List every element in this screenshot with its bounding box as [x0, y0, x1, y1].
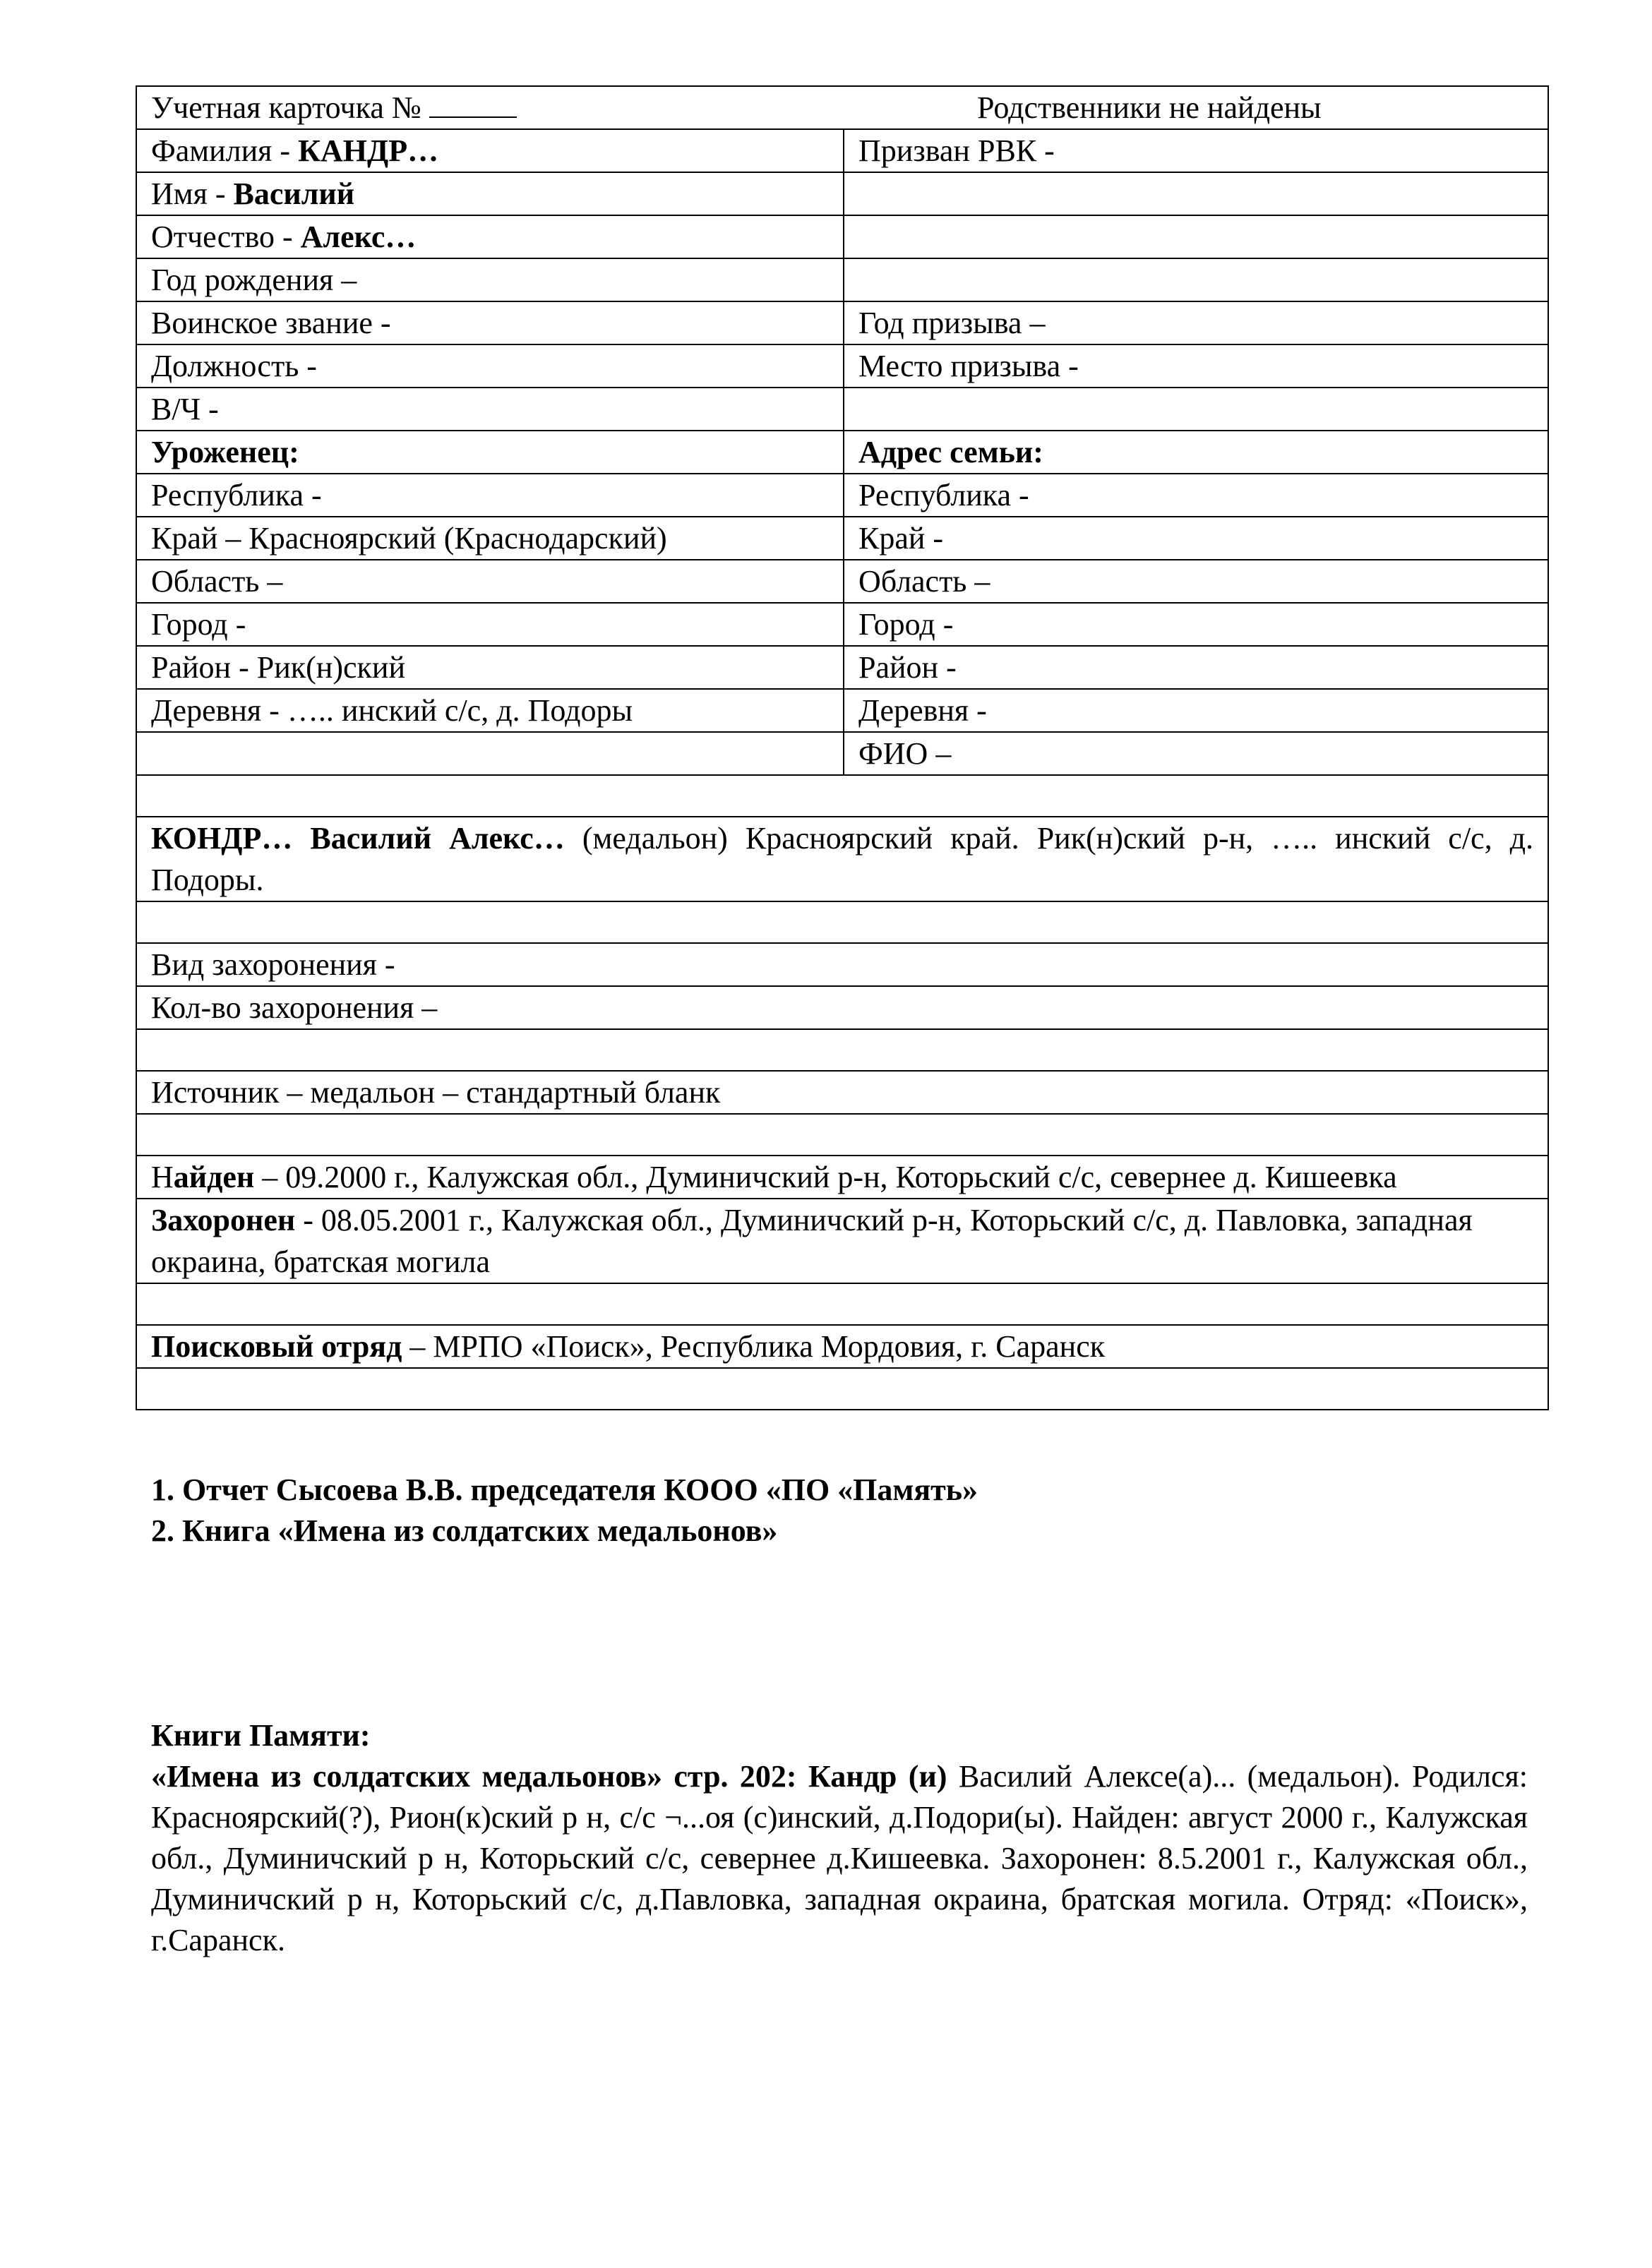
card-buried-row	[136, 1199, 1548, 1283]
field-label: Край -	[858, 521, 944, 556]
card-cell-right	[844, 301, 1548, 344]
card-cell-left	[136, 474, 844, 517]
card-header-row	[136, 86, 1548, 129]
card-summary-row	[136, 817, 1548, 901]
field-label: Город -	[858, 607, 954, 642]
card-row	[136, 344, 1548, 388]
field-label: Год рождения –	[151, 263, 357, 297]
card-row	[136, 732, 1548, 775]
card-cell-left	[136, 258, 844, 301]
field-label: В/Ч -	[151, 392, 219, 426]
card-row	[136, 646, 1548, 689]
card-found-row	[136, 1156, 1548, 1199]
field-label: Республика -	[858, 478, 1029, 512]
source-field: Источник – медальон – стандартный бланк	[136, 1071, 1548, 1114]
card-row	[136, 474, 1548, 517]
card-row	[136, 301, 1548, 344]
card-cell-right	[844, 388, 1548, 431]
field-label: Область –	[151, 564, 283, 599]
field-label: Деревня -	[858, 693, 987, 728]
section-heading: Уроженец:	[151, 435, 299, 469]
card-empty-row	[136, 775, 1548, 817]
field-label: Место призыва -	[858, 349, 1079, 383]
memory-books-entry	[151, 1756, 1528, 1961]
card-empty-row	[136, 1283, 1548, 1325]
field-label: Край – Красноярский (Краснодарский)	[151, 521, 667, 556]
card-row	[136, 258, 1548, 301]
card-cell-right	[844, 517, 1548, 560]
card-cell-left	[136, 560, 844, 603]
burial-type: Вид захоронения -	[136, 943, 1548, 986]
card-cell-right	[844, 172, 1548, 215]
summary-name: КОНДР… Василий Алекс…	[151, 821, 565, 856]
card-row	[136, 129, 1548, 172]
field-label: Призван РВК -	[858, 133, 1055, 168]
card-cell-right	[844, 431, 1548, 474]
field-label: Деревня - ….. инский с/с, д. Подоры	[151, 693, 633, 728]
card-row	[136, 603, 1548, 646]
card-row	[136, 943, 1548, 986]
card-row	[136, 172, 1548, 215]
card-empty-row	[136, 901, 1548, 943]
found-label-initial: Н	[151, 1160, 174, 1194]
memory-entry-title: «Имена из солдатских медальонов» стр. 202: Кандр (и)	[151, 1759, 947, 1794]
card-cell-left	[136, 646, 844, 689]
field-label: Отчество -	[151, 220, 301, 254]
squad-text: – МРПО «Поиск», Республика Мордовия, г. Саранск	[402, 1329, 1106, 1364]
record-card-table	[136, 85, 1549, 1410]
card-cell-right	[844, 646, 1548, 689]
section-heading: Адрес семьи:	[858, 435, 1043, 469]
field-label: Город -	[151, 607, 246, 642]
card-cell-right	[844, 215, 1548, 258]
card-cell-left	[136, 603, 844, 646]
summary-text: (медальон) Красноярский край. Рик(н)ский р-н, ….. инский с/с, д. Подоры.	[151, 821, 1533, 897]
buried-label: Захоронен	[151, 1203, 296, 1237]
card-cell-right	[844, 129, 1548, 172]
card-cell-left	[136, 517, 844, 560]
memory-books-section	[151, 1715, 1528, 1961]
card-squad-row	[136, 1325, 1548, 1368]
card-row	[136, 560, 1548, 603]
field-label: Фамилия -	[151, 133, 299, 168]
card-row	[136, 388, 1548, 431]
field-label: ФИО –	[858, 736, 952, 771]
card-cell-left	[136, 732, 844, 775]
card-row	[136, 517, 1548, 560]
sources-list	[151, 1470, 1528, 1552]
field-label: Должность -	[151, 349, 317, 383]
card-row	[136, 689, 1548, 732]
memory-books-heading: Книги Памяти:	[151, 1718, 371, 1753]
card-cell-right	[844, 258, 1548, 301]
field-label: Воинское звание -	[151, 306, 391, 340]
card-cell-left	[136, 129, 844, 172]
card-row	[136, 986, 1548, 1029]
field-label: Имя -	[151, 176, 234, 211]
memory-entry-text: Василий Алексе(а)... (медальон). Родился: Красноярский(?), Рион(к)ский р н, с/с ¬...оя (с)инский, д.Подори(ы). Найден: август 2000 г., Калужская обл., Думиничский р н, Которьский с/с, севернее д.Кишеевка. Захоронен: 8.5.2001 г., Калужская обл., Думиничский р н, Которьский с/с, д.Павловка, западная окраина, братская могила. Отряд: «Поиск», г.Саранск.	[151, 1759, 1528, 1957]
card-empty-row	[136, 1029, 1548, 1071]
burial-count: Кол-во захоронения –	[136, 986, 1548, 1029]
field-label: Год призыва –	[858, 306, 1046, 340]
field-label: Район -	[858, 650, 957, 685]
card-empty-row	[136, 1114, 1548, 1156]
found-label: айден	[173, 1160, 255, 1194]
card-cell-right	[844, 689, 1548, 732]
card-cell-left	[136, 689, 844, 732]
found-text: – 09.2000 г., Калужская обл., Думиничский р-н, Которьский с/с, севернее д. Кишеевка	[254, 1160, 1397, 1194]
card-cell-right	[844, 732, 1548, 775]
card-cell-right	[844, 344, 1548, 388]
card-cell-left	[136, 215, 844, 258]
card-cell-left	[136, 431, 844, 474]
card-cell-left	[136, 172, 844, 215]
card-row	[136, 1071, 1548, 1114]
field-label: Республика -	[151, 478, 322, 512]
card-cell-right	[844, 603, 1548, 646]
card-cell-right	[844, 560, 1548, 603]
card-cell-right	[844, 474, 1548, 517]
squad-label: Поисковый отряд	[151, 1329, 402, 1364]
card-cell-left	[136, 388, 844, 431]
card-row	[136, 431, 1548, 474]
buried-text: - 08.05.2001 г., Калужская обл., Думиничский р-н, Которьский с/с, д. Павловка, западная окраина, братская могила	[151, 1203, 1473, 1279]
relatives-status: Родственники не найдены	[977, 90, 1322, 125]
card-row	[136, 215, 1548, 258]
field-label: Область –	[858, 564, 990, 599]
card-number-blank	[429, 90, 517, 118]
field-value: КАНДР…	[298, 133, 439, 168]
card-number-label: Учетная карточка №	[151, 90, 421, 125]
card-cell-left	[136, 344, 844, 388]
field-label: Район - Рик(н)ский	[151, 650, 405, 685]
field-value: Василий	[233, 176, 355, 211]
field-value: Алекс…	[300, 220, 417, 254]
card-empty-row	[136, 1368, 1548, 1410]
source-item: 2. Книга «Имена из солдатских медальонов»	[151, 1513, 778, 1548]
source-item: 1. Отчет Сысоева В.В. председателя КООО «ПО «Память»	[151, 1472, 978, 1507]
card-cell-left	[136, 301, 844, 344]
